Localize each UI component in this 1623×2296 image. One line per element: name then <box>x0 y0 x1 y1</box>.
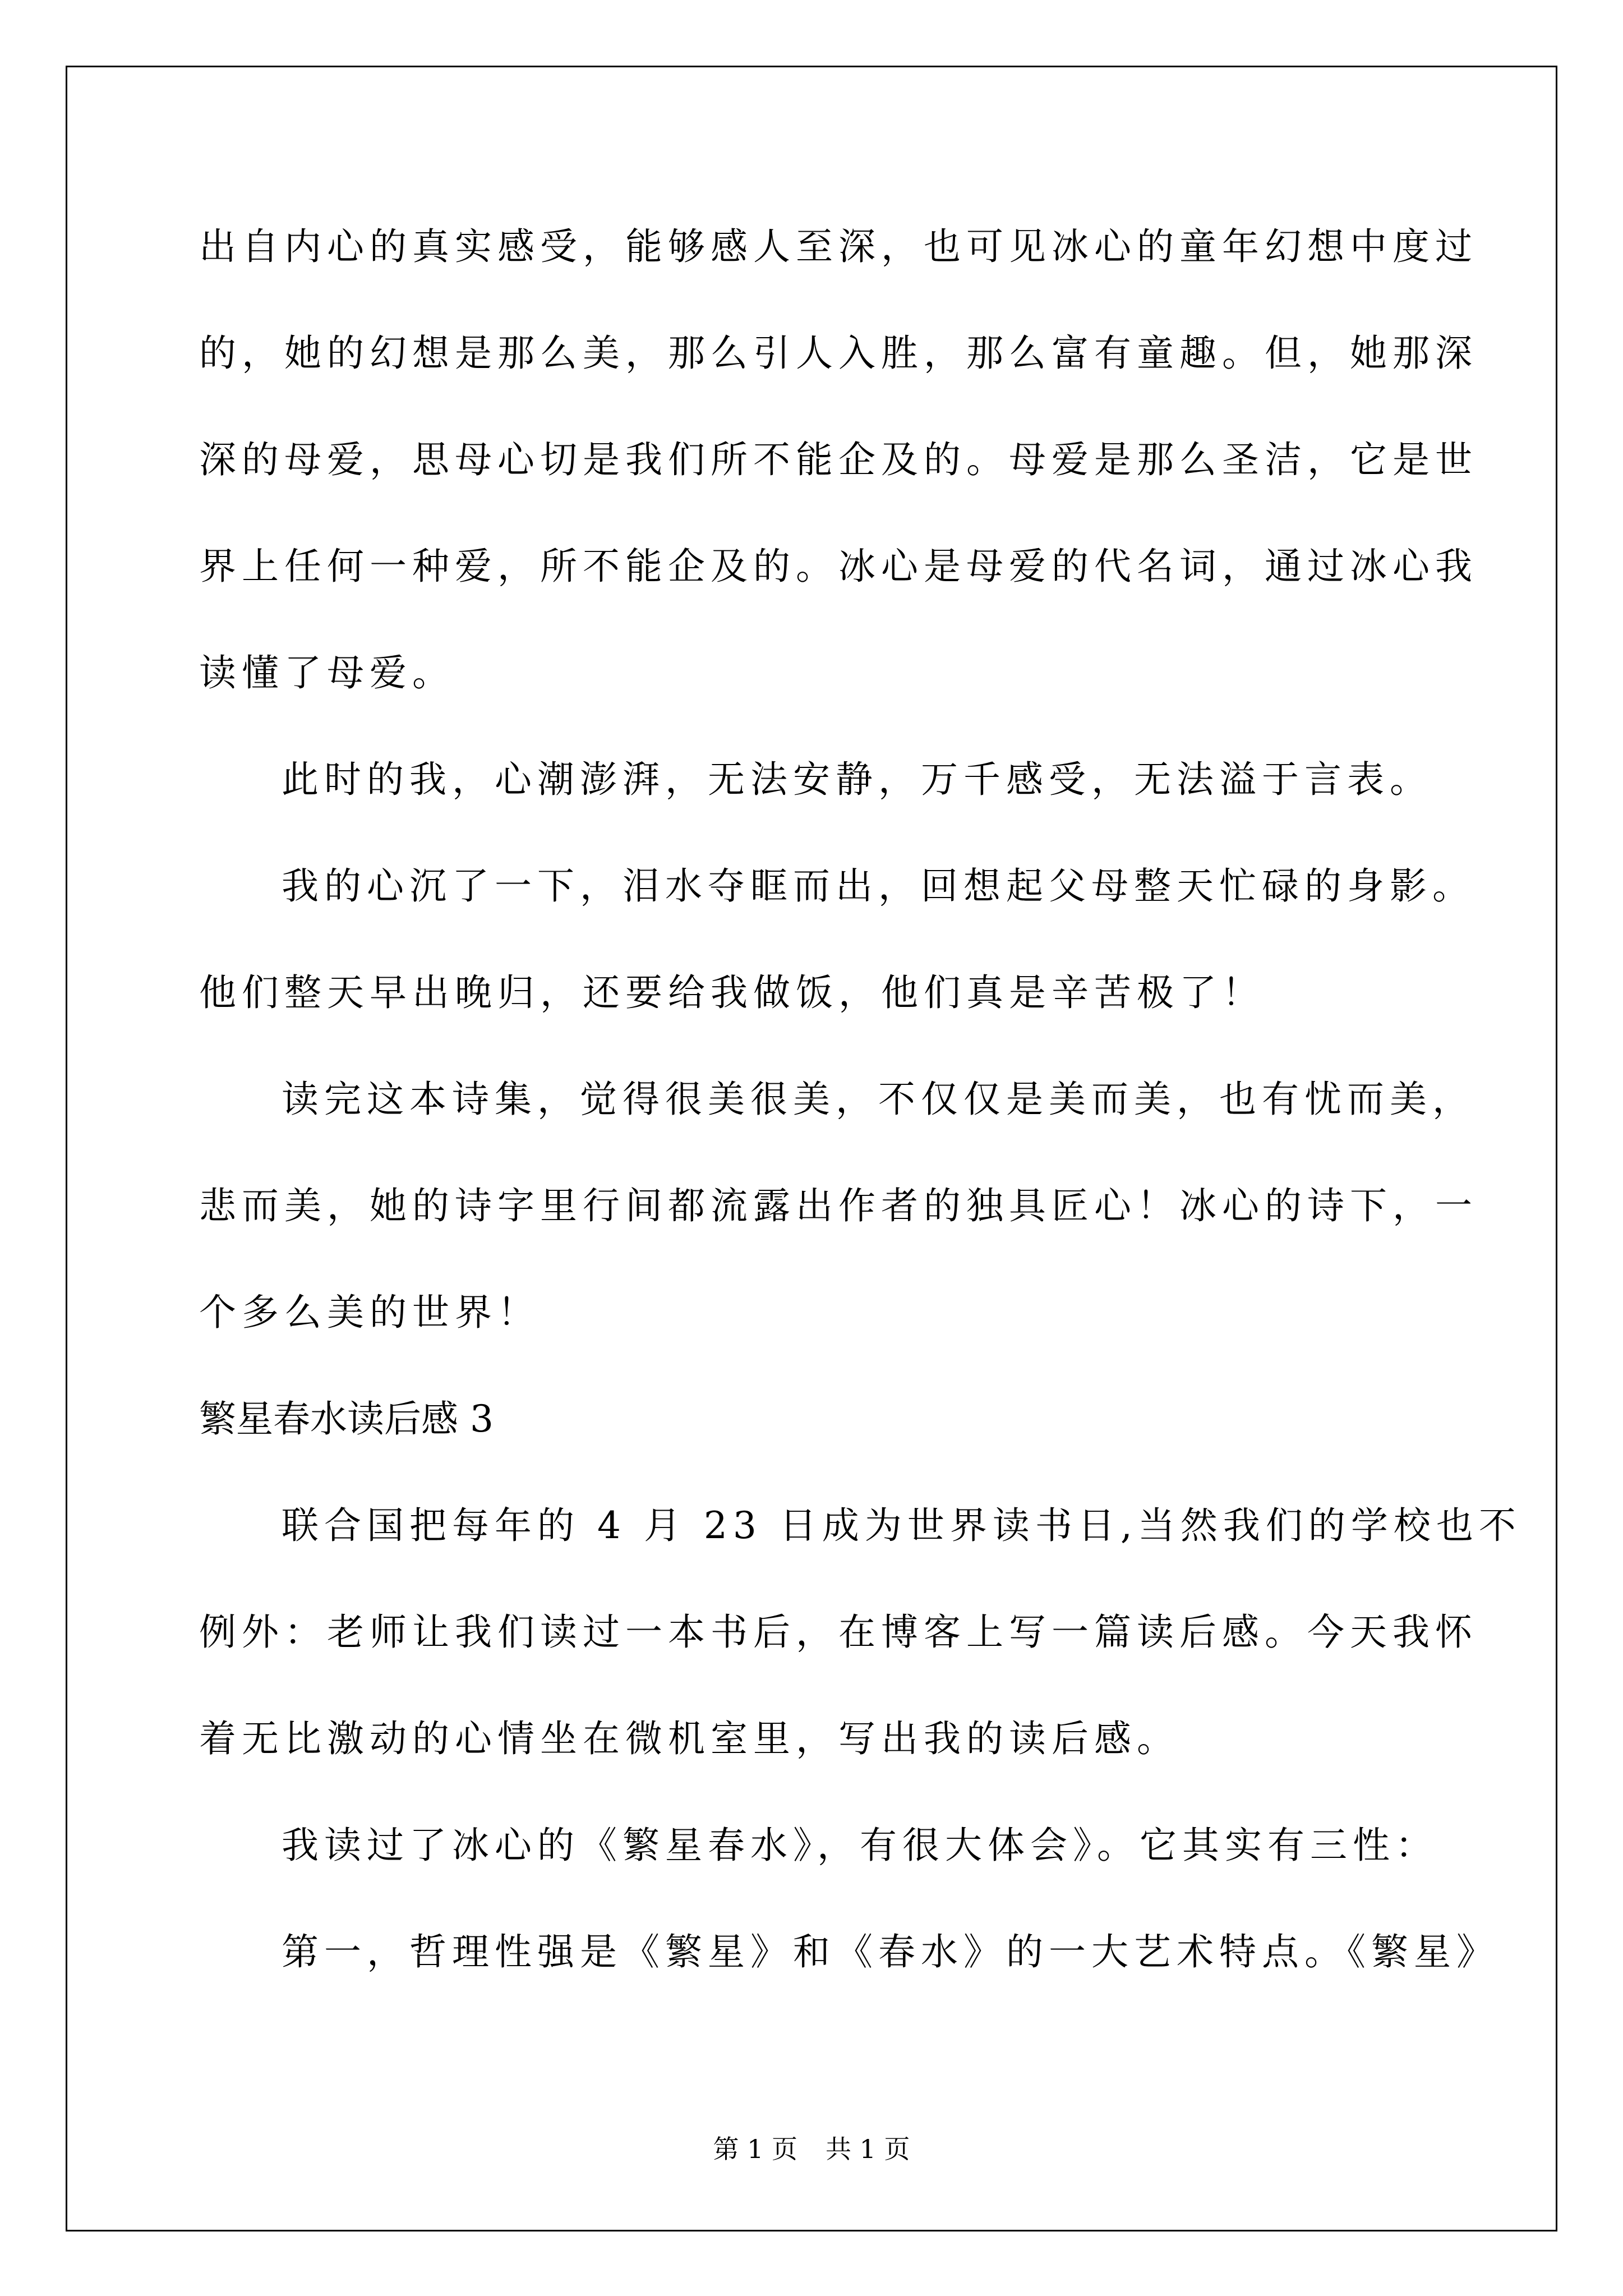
text-line: 着无比激动的心情坐在微机室里，写出我的读后感。 <box>199 1717 1179 1760</box>
text-line: 读完这本诗集，觉得很美很美，不仅仅是美而美，也有忧而美， <box>282 1078 1475 1121</box>
text-line: 悲而美，她的诗字里行间都流露出作者的独具匠心！冰心的诗下，一 <box>199 1184 1478 1227</box>
page-total: 共 1 页 <box>826 2134 910 2164</box>
text-line: 界上任何一种爱，所不能企及的。冰心是母爱的代名词，通过冰心我 <box>199 545 1478 588</box>
text-line: 深的母爱，思母心切是我们所不能企及的。母爱是那么圣洁，它是世 <box>199 438 1478 481</box>
page-footer <box>0 2129 1623 2166</box>
text-line: 例外：老师让我们读过一本书后，在博客上写一篇读后感。今天我怀 <box>199 1611 1478 1654</box>
document-body <box>199 213 1521 2025</box>
text-line: 此时的我，心潮澎湃，无法安静，万千感受，无法溢于言表。 <box>282 758 1432 801</box>
text-line: 读懂了母爱。 <box>199 651 455 694</box>
text-line: 个多么美的世界！ <box>199 1291 540 1334</box>
text-line: 我读过了冰心的《繁星春水》，有很大体会》。它其实有三性： <box>282 1824 1438 1867</box>
section-heading: 繁星春水读后感 3 <box>199 1397 494 1441</box>
text-line: 第一，哲理性强是《繁星》和《春水》的一大艺术特点。《繁星》 <box>282 1930 1499 1973</box>
text-line: 他们整天早出晚归，还要给我做饭，他们真是辛苦极了！ <box>199 971 1265 1014</box>
page-number: 第 1 页 <box>713 2134 797 2164</box>
text-line: 联合国把每年的 4 月 23 日成为世界读书日,当然我们的学校也不 <box>282 1504 1521 1547</box>
text-line: 的，她的幻想是那么美，那么引人入胜，那么富有童趣。但，她那深 <box>199 332 1478 375</box>
text-line: 我的心沉了一下，泪水夺眶而出，回想起父母整天忙碌的身影。 <box>282 864 1475 908</box>
text-line: 出自内心的真实感受，能够感人至深，也可见冰心的童年幻想中度过 <box>199 225 1478 268</box>
